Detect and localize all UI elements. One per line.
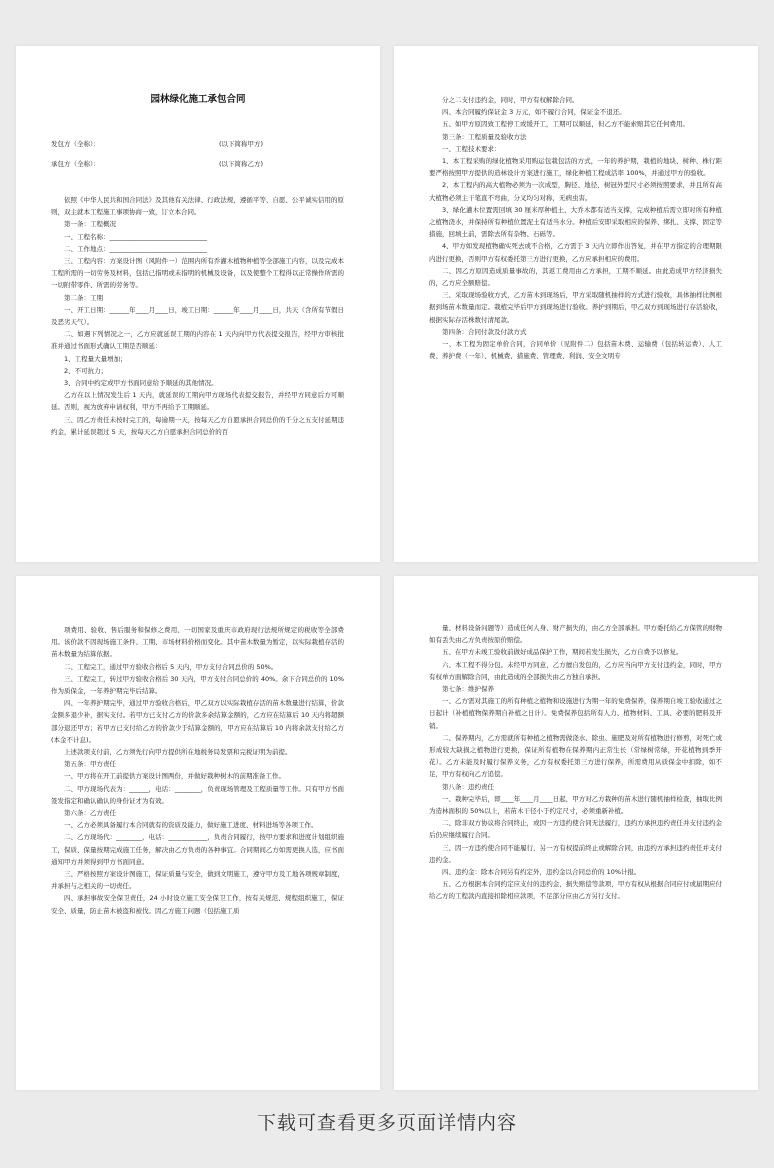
spacer [51,178,344,194]
section-heading: 第一条：工程概况 [64,220,116,229]
paragraph: 二、保养期内，乙方需就所有种植之植物需做浇水、除虫、施肥及对所有植物进行修剪，对死亡或形成较大缺损之植物进行更换，保证所有植物在保养期内正常生长（常绿树常绿，开花植物到季开花）。乙方未能及时履行保养义务，乙方有权委托第三方进行保养，所需费用从质保金中扣除，如不足，甲方有权向乙方追偿。 [429,733,722,779]
paragraph: 二、工程完工，通过甲方验收合格后 5 天内，甲方支付合同总价的 50%。 [64,662,278,671]
party-a-note: (以下简称甲方) [219,140,264,148]
party-b-line [51,158,344,178]
paragraph: 1、本工程采购的绿化植物采用购运包栽包活的方式，一年的养护期，栽植的地块、树种、株行距要严格按照甲方提供的造林设计方案进行施工，绿化种植工程成活率 100%，并通过甲方的验收。 [429,157,722,178]
paragraph: 二、乙方现场代：________，电话：____________，负责合同履行，按甲方要求和进度计划组织施工，保质、保量按期完成施工任务，解决由乙方负责的各种事宜。合同期间乙方如需更换人选，应书面通知甲方并须得到甲方书面同意。 [51,833,344,866]
paragraph: 二、如遇下列情况之一，乙方应就延误工期的内容在 1 天内向甲方代表提交报告，经甲方审核批准并通过书面形式确认工期是否顺延： [51,330,344,351]
paragraph: 三、工程完工，转过甲方验收合格后 30 天内，甲方支付合同总价的 40%。余下合同总价的 10%作为质保金，一年养护期完毕后结算。 [51,674,344,696]
paragraph: 一、乙方必须具备履行本合同就有的资质及能力，做好施工进度、材料进场等各项工作。 [64,821,318,830]
paragraph: 乙方在以上情况发生后 1 天内，就延误的工期向甲方现场代表提交报告，并经甲方同意后方可顺延。否则，视为放弃申请权利，甲方不再给予工期顺延。 [51,391,344,412]
paragraph: 四、本合同履约保证金 3 万元，如不履行合同，保证金不退还。 [442,108,626,117]
page-2-body [429,94,722,362]
page-1-body [51,138,344,438]
party-a-label: 发包方（全称）： [51,140,100,148]
page-1-paragraphs [51,194,344,438]
paragraph: 一、工程技术要求： [442,144,501,153]
paragraph: 一、栽种完毕后，即____年____月____日起，甲方对乙方栽种的苗木进行随机抽样检查，抽取比例为造林面积的 50%以上，若苗木干径小于约定尺寸，必须重新补植。 [429,794,722,816]
paragraph: 一、开工日期：______年____月____日，竣工日期：______年____月____日，共天（含所有节假日及恶劣天气）。 [51,305,344,327]
paragraph: 3、合同中约定或甲方书面同意给予顺延的其他情况。 [64,379,218,388]
paragraph: 1、工程量大量增加； [64,354,127,363]
paragraph: 3、绿化灌木位置需回填 30 厘米厚种植土，大乔木都有适当支撑，完成种植后需立即对所有种植之植物浇水，并保持所有种植位置泥土有适当水分。种植后安即采取相应的保养、绑扎、支撑、固定等措施，回填土前，需除去所有杂物、石砾等。 [429,205,722,239]
paragraph: 一、乙方需对其施工的所有种植之植物和设施进行为期一年的免费保养，保养期自竣工验收通过之日起计（补植植物保养期自补植之日计）。免费保养包括所有人力、植物材料、工具、必要的肥料及开销。 [429,697,722,730]
paragraph: 二、工作地点：______________________________ [64,244,207,253]
document-page-1 [16,46,380,562]
paragraph: 2、本工程内的高大植物必须为一次成型，胸径、地径、树冠外型尺寸必须按照要求，并且所有高大植物必须主干笔直不弯曲，分叉均匀对称，无病虫害。 [429,181,722,202]
paragraph: 三、采取现场验收方式，乙方苗木到现场后，甲方采取随机抽样的方式进行验收，具体抽样比例根据到场苗木数量而定。栽植完毕后甲方到现场进行验收。养护到期后，甲乙双方到现场进行存活验收，根据实际存活株数付清尾款。 [429,291,722,324]
paragraph: 五、乙方根据本合同约定应支付的违约金、损失赔偿等款项，甲方有权从根据合同应付或届期应付给乙方的工程款内直接扣除相应款项，不足部分应由乙方另行支付。 [429,880,722,901]
section-heading: 第八条：违约责任 [442,782,494,791]
paragraph: 一、工程名称：______________________________ [64,232,207,241]
section-heading: 第六条：乙方责任 [64,809,116,818]
paragraph: 三、因乙方责任未按时完工的，每逾期一天，按每天乙方自愿承担合同总价的千分之五支付延期违约金，累计延误超过 5 天，按每天乙方自愿承担合同总价的百 [51,415,344,436]
section-heading: 第四条：合同付款及付款方式 [442,327,527,336]
paragraph: 四、承担事故安全保卫责任，24 小时设立施工安全保卫工作，按有关规范、规程组织施工，保证安全、质量，防止苗木被盗和被伐。因乙方施工问题（包括施工质 [51,894,344,915]
section-heading: 第七条：维护保养 [442,685,494,694]
download-more-caption: 下载可查看更多页面详情内容 [256,1112,517,1134]
paragraph: 五、在甲方未竣工验收前做好成品保护工作，期间若发生损失，乙方自费予以修复。 [442,648,683,657]
paragraph: 五、如甲方原因致工程停工或缓开工，工期可以顺延，但乙方不能索赔其它任何费用。 [442,120,689,129]
paragraph: 六、本工程不得分包。未经甲方同意，乙方擅自发包的，乙方应当向甲方支付违约金，同时，甲方有权单方面解除合同，由此造成的全部损失由乙方独自承担。 [429,660,722,681]
paragraph: 三、严格按照方案设计图施工，保证质量与安全，做到文明施工，遵守甲方及工地各项规章制度，并承担与之相关的一切责任。 [51,870,344,891]
document-page-4 [394,576,758,1090]
paragraph: 量、材料设备问题等）造成任何人身、财产损失的，由乙方全部承担。甲方委托给乙方保管的财物如有丢失由乙方负责按原价赔偿。 [429,624,722,645]
paragraph: 项费用、验收、售后服务和保修之费用、一切国家及重庆市政府现行法规所规定的税收等全部费用。该价款不因现场施工条件、工期、市场材料价格而变化。其中苗木数量为暂定，以实际栽植存活的苗木数量为结算依据。 [51,626,344,659]
paragraph: 2、不可抗力； [64,366,108,375]
party-a-line [51,138,344,158]
paragraph: 二、甲方现场代表为：______，电话：________，负责现场管理及工程质量等工作。只有甲方书面签发指定和确认确认的身份证才为有效。 [51,784,344,805]
paragraph: 依照《中华人民共和国合同法》及其他有关法律、行政法规，遵循平等、自愿、公平诚实信用的原则，双主就本工程施工事项协商一致，订立本合同。 [51,196,344,217]
paragraph: 三、因一方违约使合同不能履行，另一方有权提前终止或解除合同，由违约方承担违约责任并支付违约金。 [429,843,722,864]
document-title: 园林绿化施工承包合同 [150,94,246,105]
paragraph: 三、工程内容：方案设计图（风附件一）范围内所有乔灌木植物种植等全部施工内容，以及完成本工程所需的一切劳务及材料，包括已指明或未指明的机械及设备，以及使整个工程得以正常操作所需的一切附带零件、所需的劳务等。 [51,257,344,290]
document-page-3 [16,576,380,1090]
paragraph: 一、本工程为固定单价合同，合同单价（见附件二）包括苗木费、运输费（包括转运费）、人工费、养护费（一年）、机械费、措施费、管理费、利润、安全文明专 [429,340,722,361]
paragraph: 二、除非双方协议将合同终止，或因一方违约使合同无法履行，违约方承担违约责任并支付违约金后仍应继续履行合同。 [429,819,722,840]
paragraph: 四、违约金：除本合同另有约定外，违约金以合同总价的 10%计报。 [442,868,641,877]
section-heading: 第五条：甲方责任 [64,760,116,769]
section-heading: 第三条：工程质量及验收方法 [442,132,527,141]
paragraph: 分之二支付违约金，同时，甲方有权解除合同。 [442,96,579,104]
paragraph: 上述款项支付前，乙方须先行向甲方提供所在地税务局发票和完税证明为前提。 [64,748,292,757]
document-page-2 [394,46,758,562]
paragraph: 一、甲方将在开工前提供方案设计图两份，并做好栽种树木的前期准备工作。 [64,772,285,781]
page-4-body [429,622,722,903]
party-b-label: 承包方（全称）： [51,160,100,168]
page-3-body [51,624,344,917]
section-heading: 第二条：工期 [64,293,103,302]
paragraph: 4、甲方如发现植物确实死去或不合格，乙方需于 3 天内立即作出答复，并在甲方指定的合理期限内进行更换，否则甲方有权委托第三方进行更换，乙方应承担相应的费用。 [429,242,722,263]
paragraph: 二、因乙方原因造成质量事故的，其返工费用由乙方承担，工期不顺延。由此造成甲方经济损失的，乙方应全额赔偿。 [429,266,722,288]
paragraph: 四、一年养护期完毕，通过甲方验收合格后，甲乙双方以实际栽植存活的苗木数量进行结算，价款金额多退少补，据实支付。若甲方已支付乙方的价款多余结算金额的，乙方应在结算后 10 天内将超额部分退还甲方；若甲方已支付给乙方的价款少于结算金额的，甲方应在结算后 10 内将余款支付给乙方(本金不计息)。 [51,699,344,744]
party-b-note: (以下简称乙方) [219,160,264,168]
